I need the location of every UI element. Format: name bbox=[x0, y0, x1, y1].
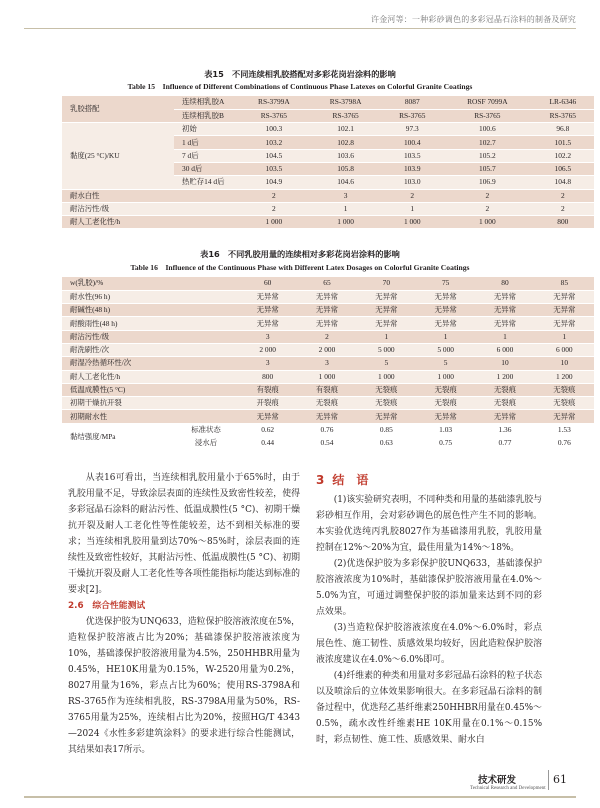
table-cell: 无裂痕 bbox=[475, 397, 534, 410]
table-cell: 103.5 bbox=[381, 149, 443, 162]
table-cell: 1 000 bbox=[416, 370, 475, 383]
table-cell: 1.53 bbox=[535, 423, 594, 436]
table-cell: 104.9 bbox=[238, 176, 310, 189]
table-cell: 无异常 bbox=[475, 304, 534, 317]
table16 bbox=[62, 277, 594, 450]
table-header-cell: 65 bbox=[297, 277, 356, 290]
table-cell: 1 000 bbox=[238, 216, 310, 229]
table-cell: 7 d后 bbox=[174, 149, 238, 162]
table-cell: 无裂痕 bbox=[357, 397, 416, 410]
table-cell: 1 d后 bbox=[174, 136, 238, 149]
table-cell: 无异常 bbox=[238, 290, 297, 303]
table-cell: 30 d后 bbox=[174, 162, 238, 175]
table-cell: 1 bbox=[416, 330, 475, 343]
table-cell: 无异常 bbox=[416, 410, 475, 423]
table-cell: 初期耐水性 bbox=[62, 410, 238, 423]
table-cell: 开裂痕 bbox=[238, 397, 297, 410]
table-header-cell: 85 bbox=[535, 277, 594, 290]
table-cell: 3 bbox=[297, 357, 356, 370]
table-cell: 1 bbox=[381, 202, 443, 215]
table-cell: 无异常 bbox=[238, 317, 297, 330]
table-cell: 无异常 bbox=[357, 304, 416, 317]
table-cell: 2 000 bbox=[238, 343, 297, 356]
table-cell: 无异常 bbox=[238, 410, 297, 423]
table-cell: 0.62 bbox=[238, 423, 297, 436]
table-cell: 无异常 bbox=[535, 290, 594, 303]
table-cell: 无裂痕 bbox=[416, 383, 475, 396]
table-cell: 0.76 bbox=[535, 437, 594, 450]
right-column bbox=[316, 470, 542, 748]
table-cell: 1 000 bbox=[443, 216, 532, 229]
table-cell: 96.8 bbox=[532, 123, 594, 136]
table-cell: 102.2 bbox=[532, 149, 594, 162]
table-cell: 102.8 bbox=[310, 136, 382, 149]
table-cell: 3 bbox=[238, 357, 297, 370]
table-row bbox=[62, 410, 594, 423]
table-cell: 100.4 bbox=[381, 136, 443, 149]
table-cell: 1 000 bbox=[381, 216, 443, 229]
table-row bbox=[62, 423, 594, 436]
table-cell: 2 000 bbox=[297, 343, 356, 356]
table-cell: 2 bbox=[238, 202, 310, 215]
table-header-row bbox=[62, 277, 594, 290]
table-cell: 100.3 bbox=[238, 123, 310, 136]
table-cell: 103.6 bbox=[310, 149, 382, 162]
table-row bbox=[62, 370, 594, 383]
table-cell: ROSF 7099A bbox=[443, 96, 532, 109]
page-number: 61 bbox=[548, 770, 567, 790]
table-cell: 有裂痕 bbox=[238, 383, 297, 396]
table-header-cell: 60 bbox=[238, 277, 297, 290]
table-cell: 0.54 bbox=[297, 437, 356, 450]
table-cell: 102.7 bbox=[443, 136, 532, 149]
table-cell: 耐碱性(48 h) bbox=[62, 304, 238, 317]
table-cell: 102.1 bbox=[310, 123, 382, 136]
table-row bbox=[62, 123, 594, 136]
table-cell: 1 bbox=[475, 330, 534, 343]
table-cell: 10 bbox=[475, 357, 534, 370]
table-cell: 无异常 bbox=[297, 290, 356, 303]
table-cell: 3 bbox=[238, 330, 297, 343]
table-cell: 初期干燥抗开裂 bbox=[62, 397, 238, 410]
table16-title-en: Table 16 Influence of the Continuous Phase with Different Latex Dosages on Colorful Granite Coatings bbox=[130, 263, 470, 272]
table-cell: 有裂痕 bbox=[297, 383, 356, 396]
table-cell: 1.36 bbox=[475, 423, 534, 436]
table-cell: 耐沾污性/级 bbox=[62, 330, 238, 343]
table-cell: 1 bbox=[310, 202, 382, 215]
table-cell: 耐洗刷性/次 bbox=[62, 343, 238, 356]
table-cell: 热贮存14 d后 bbox=[174, 176, 238, 189]
table-cell: 1.03 bbox=[416, 423, 475, 436]
section-2-6-heading: 2.6 综合性能测试 bbox=[68, 601, 146, 611]
table-cell: 耐酸雨性(48 h) bbox=[62, 317, 238, 330]
table15 bbox=[62, 96, 594, 229]
table-cell: 无异常 bbox=[535, 304, 594, 317]
table-cell: 8087 bbox=[381, 96, 443, 109]
table-cell: 无异常 bbox=[297, 317, 356, 330]
table-row bbox=[62, 397, 594, 410]
table-row bbox=[62, 216, 594, 229]
right-paragraph-3: (3)当造粒保护胶溶液浓度在4.0%～6.0%时，彩点展色性、施工韧性、质感效果均较好，因此造粒保护胶溶液浓度建议在4.0%～6.0%即可。 bbox=[316, 623, 542, 665]
table-header-cell: 70 bbox=[357, 277, 416, 290]
table-cell: LR-6346 bbox=[532, 96, 594, 109]
table-cell: 6 000 bbox=[475, 343, 534, 356]
table-row bbox=[62, 96, 594, 109]
left-paragraph-1: 从表16可看出，当连续相乳胶用量小于65%时，由于乳胶用量不足，导致涂层表面的连续性及致密性较差，使得多彩冠晶石涂料的耐沾污性、低温成膜性(5 °C)、初期干燥抗开裂及耐人工老化性等性能较差，达不到相关标准的要求；当连续相乳胶用量到达70%～85%时，涂层表面的连续性及致密性较好，其耐沾污性、低温成膜性(5 °C)、初期干燥抗开裂及耐人工老化性等各项性能指标均能达到标准的要求[2]。 bbox=[68, 473, 300, 595]
right-paragraph-1: (1)该实验研究表明，不同种类和用量的基础漆乳胶与彩砂相互作用，会对彩砂调色的展色性产生不同的影响。本实验优选纯丙乳胶8027作为基础漆用乳胶，乳胶用量控制在12%～20%为宜，最佳用量为14%～18%。 bbox=[316, 495, 542, 553]
left-paragraph-2: 优选保护胶为UNQ633，造粒保护胶溶液浓度在5%，造粒保护胶溶液占比为20%；基础漆保护胶溶液浓度为10%，基础漆保护胶溶液用量为4.5%，250HHBR用量为0.45%，HE10K用量为0.15%，W-2520用量为0.2%，8027用量为16%，彩点占比为60%；使用RS-3798A和RS-3765作为连续相乳胶，RS-3798A用量为50%，RS-3765用量为25%，连续相占比为20%，按照HG/T 4343—2024《水性多彩建筑涂料》的要求进行综合性能测试，其结果如表17所示。 bbox=[68, 617, 300, 755]
table-cell: 1 200 bbox=[535, 370, 594, 383]
table-cell: 无异常 bbox=[535, 317, 594, 330]
table-cell: 2 bbox=[532, 202, 594, 215]
table-row bbox=[62, 343, 594, 356]
table-cell: 耐水性(96 h) bbox=[62, 290, 238, 303]
table-cell: 5 000 bbox=[416, 343, 475, 356]
table15-title-cn: 表15 不同连续相乳胶搭配对多彩花岗岩涂料的影响 bbox=[204, 69, 396, 79]
table-row bbox=[62, 202, 594, 215]
table-cell: 1 000 bbox=[310, 216, 382, 229]
table-row bbox=[62, 304, 594, 317]
table-cell: 105.2 bbox=[443, 149, 532, 162]
table-cell: 低温成膜性(5 °C) bbox=[62, 383, 238, 396]
table-cell: 2 bbox=[238, 189, 310, 202]
table-cell: 5 000 bbox=[357, 343, 416, 356]
table-cell: 无异常 bbox=[535, 410, 594, 423]
section-3-number: 3 bbox=[316, 473, 325, 487]
table-cell: 1 200 bbox=[475, 370, 534, 383]
table-cell: 初始 bbox=[174, 123, 238, 136]
table-cell: 0.77 bbox=[475, 437, 534, 450]
table-cell: 连续相乳胶A bbox=[174, 96, 238, 109]
table-cell: 无裂痕 bbox=[357, 383, 416, 396]
table-cell: 5 bbox=[357, 357, 416, 370]
table-header-cell: 80 bbox=[475, 277, 534, 290]
table-cell: 黏度(25 °C)/KU bbox=[62, 123, 174, 189]
table-cell: 黏结强度/MPa bbox=[62, 423, 174, 450]
table-cell: 0.76 bbox=[297, 423, 356, 436]
table-cell: 800 bbox=[238, 370, 297, 383]
table-cell: 无裂痕 bbox=[535, 383, 594, 396]
table-cell: 0.85 bbox=[357, 423, 416, 436]
running-header: 许金河等：一种彩砂调色的多彩冠晶石涂料的制备及研究 bbox=[371, 15, 576, 24]
right-paragraph-2: (2)优选保护胶为多彩保护胶UNQ633，基础漆保护胶溶液浓度为10%时，基础漆保护胶溶液用量在4.0%～5.0%为宜，可通过调整保护胶的添加量来达到不同的彩点效果。 bbox=[316, 559, 542, 617]
table-cell: 连续相乳胶B bbox=[174, 109, 238, 122]
right-paragraph-4: (4)纤维素的种类和用量对多彩冠晶石涂料的粒子状态以及喷涂后的立体效果影响很大。在多彩冠晶石涂料的制备过程中，优选羟乙基纤维素250HHBR用量在0.45%～0.5%，疏水改性纤维素HE 10K用量在0.1%～0.15%时，彩点韧性、施工性、质感效果、耐水白 bbox=[316, 671, 542, 745]
table-cell: 无裂痕 bbox=[535, 397, 594, 410]
table-row bbox=[62, 357, 594, 370]
table-cell: 105.7 bbox=[443, 162, 532, 175]
footer-column-label-en: Technical Research and Development bbox=[470, 786, 546, 791]
table-cell: 2 bbox=[297, 330, 356, 343]
table-cell: 106.5 bbox=[532, 162, 594, 175]
table-cell: 无裂痕 bbox=[416, 397, 475, 410]
table-header-cell: 75 bbox=[416, 277, 475, 290]
table-cell: 无异常 bbox=[475, 410, 534, 423]
table-cell: 0.63 bbox=[357, 437, 416, 450]
table-cell: 耐水白性 bbox=[62, 189, 238, 202]
table-cell: 乳胶搭配 bbox=[62, 96, 174, 123]
table-cell: 104.5 bbox=[238, 149, 310, 162]
left-column bbox=[68, 470, 300, 758]
table-cell: 0.44 bbox=[238, 437, 297, 450]
table-cell: 1 bbox=[357, 330, 416, 343]
table-cell: 无异常 bbox=[238, 304, 297, 317]
table-cell: 浸水后 bbox=[174, 437, 238, 450]
table-cell: 100.6 bbox=[443, 123, 532, 136]
table-cell: 103.0 bbox=[381, 176, 443, 189]
table-cell: 无裂痕 bbox=[475, 383, 534, 396]
table-row bbox=[62, 330, 594, 343]
table-cell: 800 bbox=[532, 216, 594, 229]
table-cell: 标准状态 bbox=[174, 423, 238, 436]
table-cell: 3 bbox=[310, 189, 382, 202]
footer-rule bbox=[24, 796, 576, 798]
table-cell: RS-3765 bbox=[381, 109, 443, 122]
header-rule bbox=[24, 28, 576, 29]
table-cell: 105.8 bbox=[310, 162, 382, 175]
table-cell: 97.3 bbox=[381, 123, 443, 136]
table-cell: RS-3798A bbox=[310, 96, 382, 109]
table-cell: 104.6 bbox=[310, 176, 382, 189]
table-cell: 103.5 bbox=[238, 162, 310, 175]
table-cell: 103.2 bbox=[238, 136, 310, 149]
table15-title-en: Table 15 Influence of Different Combinations of Continuous Phase Latexes on Colorful Granite Coatings bbox=[127, 82, 473, 91]
section-3-title: 结 语 bbox=[332, 473, 369, 487]
table-cell: 无异常 bbox=[416, 304, 475, 317]
table-cell: 103.9 bbox=[381, 162, 443, 175]
table-cell: 耐人工老化性/h bbox=[62, 370, 238, 383]
table-cell: RS-3765 bbox=[532, 109, 594, 122]
table-cell: 耐人工老化性/h bbox=[62, 216, 238, 229]
table-cell: 101.5 bbox=[532, 136, 594, 149]
table-cell: 无异常 bbox=[357, 317, 416, 330]
table-cell: 无异常 bbox=[475, 290, 534, 303]
table-cell: 1 000 bbox=[357, 370, 416, 383]
table-cell: 无异常 bbox=[297, 410, 356, 423]
table-cell: 0.75 bbox=[416, 437, 475, 450]
table-cell: 无异常 bbox=[297, 304, 356, 317]
table-cell: 无异常 bbox=[357, 290, 416, 303]
table-cell: 无异常 bbox=[475, 317, 534, 330]
table-cell: 2 bbox=[381, 189, 443, 202]
table-cell: 2 bbox=[532, 189, 594, 202]
footer-column-label: 技术研发 bbox=[478, 775, 517, 786]
table-cell: 无异常 bbox=[357, 410, 416, 423]
table-cell: 耐湿冷热循环性/次 bbox=[62, 357, 238, 370]
table-cell: 1 000 bbox=[297, 370, 356, 383]
table-row bbox=[62, 189, 594, 202]
table-cell: 2 bbox=[443, 202, 532, 215]
table-cell: 耐沾污性/级 bbox=[62, 202, 238, 215]
section-3-heading bbox=[316, 470, 542, 490]
table-cell: 104.8 bbox=[532, 176, 594, 189]
table-cell: 10 bbox=[535, 357, 594, 370]
table-header-cell: w(乳胶)/% bbox=[62, 277, 238, 290]
table-row bbox=[62, 290, 594, 303]
table-cell: 无异常 bbox=[416, 317, 475, 330]
table-cell: RS-3765 bbox=[310, 109, 382, 122]
table-cell: RS-3765 bbox=[443, 109, 532, 122]
table-cell: 无异常 bbox=[416, 290, 475, 303]
table-cell: 6 000 bbox=[535, 343, 594, 356]
table-cell: RS-3799A bbox=[238, 96, 310, 109]
table-cell: 无裂痕 bbox=[297, 397, 356, 410]
table-cell: 2 bbox=[443, 189, 532, 202]
table-cell: 5 bbox=[416, 357, 475, 370]
table16-title-cn: 表16 不同乳胶用量的连续相对多彩花岗岩涂料的影响 bbox=[200, 249, 400, 259]
table-row bbox=[62, 317, 594, 330]
table-row bbox=[62, 383, 594, 396]
table-cell: 1 bbox=[535, 330, 594, 343]
table-cell: RS-3765 bbox=[238, 109, 310, 122]
table-cell: 106.9 bbox=[443, 176, 532, 189]
